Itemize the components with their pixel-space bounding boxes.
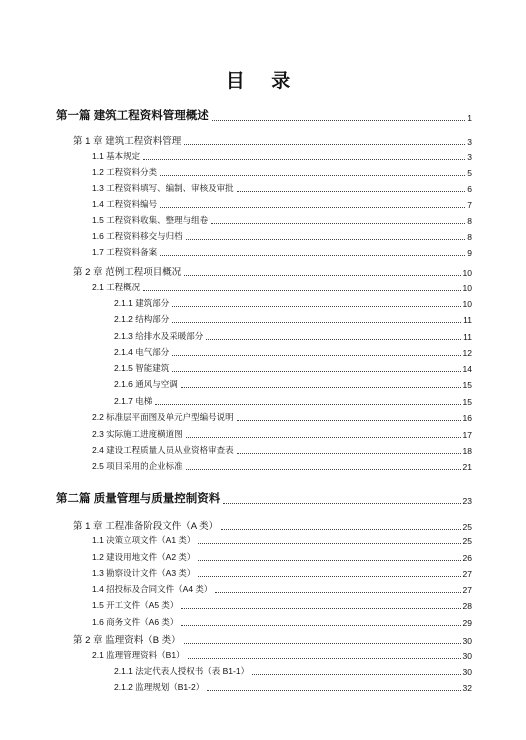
toc-entry-sec[interactable] xyxy=(92,150,472,162)
toc-page-number: 15 xyxy=(462,380,472,390)
toc-entry-sec[interactable] xyxy=(92,534,472,546)
toc-entry-title: 1.4 招投标及合同文件（A4 类） xyxy=(92,584,213,594)
toc-entry-title: 2.4 建设工程质量人员从业资格审查表 xyxy=(92,445,234,455)
toc-entry-sec[interactable] xyxy=(92,649,472,661)
toc-entry-sub[interactable] xyxy=(114,681,472,693)
toc-page-number: 30 xyxy=(462,636,472,646)
toc-entry-title: 1.2 工程资料分类 xyxy=(92,167,158,177)
toc-page-number: 32 xyxy=(462,683,472,693)
toc-dot-leader xyxy=(221,529,460,530)
toc-dot-leader xyxy=(223,503,460,504)
toc-page-number: 9 xyxy=(467,248,472,258)
toc-page-number: 8 xyxy=(467,216,472,226)
toc-entry-title: 1.5 开工文件（A5 类） xyxy=(92,600,179,610)
toc-entry-title: 2.1.1 法定代表人授权书（表 B1-1） xyxy=(114,666,250,676)
toc-dot-leader xyxy=(215,592,460,593)
toc-entry-sec[interactable] xyxy=(92,567,472,579)
toc-entry-sub[interactable] xyxy=(114,313,472,325)
toc-entry-sec[interactable] xyxy=(92,281,472,293)
toc-dot-leader xyxy=(172,371,460,372)
toc-dot-leader xyxy=(181,608,460,609)
toc-page-number: 15 xyxy=(462,397,472,407)
toc-page-number: 10 xyxy=(462,268,472,278)
toc-page-number: 11 xyxy=(463,332,472,342)
toc-dot-leader xyxy=(206,339,461,340)
toc-entry-title: 2.1.2 结构部分 xyxy=(114,314,170,324)
toc-entry-part[interactable] xyxy=(56,490,472,506)
toc-entry-title: 第 2 章 监理资料（B 类） xyxy=(73,635,181,646)
toc-dot-leader xyxy=(181,387,461,388)
toc-entry-title: 1.1 基本规定 xyxy=(92,151,141,161)
toc-page-number: 30 xyxy=(462,651,472,661)
toc-dot-leader xyxy=(237,191,466,192)
toc-page-number: 3 xyxy=(467,137,472,147)
toc-entry-title: 1.7 工程资料备案 xyxy=(92,247,158,257)
toc-entry-sec[interactable] xyxy=(92,583,472,595)
toc-dot-leader xyxy=(184,144,465,145)
toc-dot-leader xyxy=(212,120,466,121)
toc-dot-leader xyxy=(143,159,465,160)
toc-entry-sub[interactable] xyxy=(114,362,472,374)
toc-entry-title: 1.6 工程资料移交与归档 xyxy=(92,231,183,241)
toc-entry-title: 第二篇 质量管理与质量控制资料 xyxy=(56,493,221,505)
toc-entry-title: 1.3 勘察设计文件（A3 类） xyxy=(92,568,196,578)
toc-entry-title: 1.3 工程资料填写、编制、审核及审批 xyxy=(92,183,234,193)
toc-dot-leader xyxy=(181,625,460,626)
toc-page-number: 11 xyxy=(463,315,472,325)
toc-entry-chap[interactable] xyxy=(73,632,472,646)
toc-page-number: 26 xyxy=(462,553,472,563)
toc-entry-sec[interactable] xyxy=(92,444,472,456)
toc-dot-leader xyxy=(160,175,465,176)
toc-entry-sub[interactable] xyxy=(114,395,472,407)
toc-entry-title: 1.1 决策立项文件（A1 类） xyxy=(92,535,196,545)
toc-page-number: 12 xyxy=(462,348,472,358)
toc-page-number: 23 xyxy=(462,496,472,506)
toc-entry-sec[interactable] xyxy=(92,246,472,258)
toc-page-number: 28 xyxy=(462,601,472,611)
toc-page-number: 27 xyxy=(462,569,472,579)
toc-dot-leader xyxy=(155,404,460,405)
toc-entry-sec[interactable] xyxy=(92,428,472,440)
toc-entry-sec[interactable] xyxy=(92,182,472,194)
toc-page-number: 5 xyxy=(467,168,472,178)
toc-entry-chap[interactable] xyxy=(73,518,472,532)
toc-entry-title: 第 2 章 范例工程项目概况 xyxy=(73,267,182,278)
toc-entry-title: 2.1.6 通风与空调 xyxy=(114,379,178,389)
toc-entry-sec[interactable] xyxy=(92,411,472,423)
toc-entry-title: 2.1.2 监理规划（B1-2） xyxy=(114,682,205,692)
toc-entry-title: 第一篇 建筑工程资料管理概述 xyxy=(56,110,209,122)
toc-entry-title: 第 1 章 建筑工程资料管理 xyxy=(73,136,182,147)
toc-entry-title: 2.1.4 电气部分 xyxy=(114,347,170,357)
toc-entry-part[interactable] xyxy=(56,107,472,123)
toc-dot-leader xyxy=(198,576,460,577)
toc-entry-sec[interactable] xyxy=(92,166,472,178)
toc-dot-leader xyxy=(211,223,465,224)
toc-entry-chap[interactable] xyxy=(73,133,472,147)
toc-dot-leader xyxy=(252,674,460,675)
toc-entry-sec[interactable] xyxy=(92,551,472,563)
toc-entry-sub[interactable] xyxy=(114,330,472,342)
toc-entry-sub[interactable] xyxy=(114,378,472,390)
toc-page-number: 29 xyxy=(462,618,472,628)
toc-entry-sec[interactable] xyxy=(92,198,472,210)
toc-entry-title: 2.1 监理管理资料（B1） xyxy=(92,650,185,660)
toc-dot-leader xyxy=(198,560,460,561)
toc-dot-leader xyxy=(184,643,461,644)
toc-entry-sec[interactable] xyxy=(92,214,472,226)
toc-page-number: 3 xyxy=(467,152,472,162)
toc-dot-leader xyxy=(186,469,461,470)
toc-page-number: 30 xyxy=(462,667,472,677)
toc-page-number: 14 xyxy=(462,364,472,374)
toc-entry-sec[interactable] xyxy=(92,616,472,628)
toc-dot-leader xyxy=(198,543,460,544)
toc-page-number: 18 xyxy=(462,446,472,456)
toc-entry-sec[interactable] xyxy=(92,599,472,611)
toc-entry-title: 2.5 项目采用的企业标准 xyxy=(92,461,183,471)
toc-page-number: 16 xyxy=(462,413,472,423)
toc-entry-sub[interactable] xyxy=(114,665,472,677)
toc-page-number: 1 xyxy=(467,113,472,123)
toc-dot-leader xyxy=(237,453,461,454)
toc-dot-leader xyxy=(172,306,460,307)
toc-entry-sec[interactable] xyxy=(92,460,472,472)
toc-page-number: 8 xyxy=(467,232,472,242)
toc-entry-title: 第 1 章 工程准备阶段文件（A 类） xyxy=(73,521,219,532)
toc-page-number: 7 xyxy=(467,200,472,210)
toc-dot-leader xyxy=(188,658,461,659)
toc-entry-sub[interactable] xyxy=(114,297,472,309)
toc-entry-title: 2.1.7 电梯 xyxy=(114,396,153,406)
toc-page-number: 10 xyxy=(462,283,472,293)
toc-dot-leader xyxy=(186,437,461,438)
toc-entry-title: 1.5 工程资料收集、整理与组卷 xyxy=(92,215,209,225)
toc-page-number: 25 xyxy=(462,536,472,546)
toc-dot-leader xyxy=(143,290,460,291)
page-title: 目 录 xyxy=(225,70,301,92)
toc-page-number: 10 xyxy=(462,299,472,309)
toc-entry-title: 2.1.5 智能建筑 xyxy=(114,363,170,373)
toc-dot-leader xyxy=(160,255,465,256)
toc-entry-title: 2.2 标准层平面图及单元户型编号说明 xyxy=(92,412,234,422)
toc-entry-title: 1.6 商务文件（A6 类） xyxy=(92,617,179,627)
toc-entry-title: 2.1.1 建筑部分 xyxy=(114,298,170,308)
toc-entry-title: 2.1 工程概况 xyxy=(92,282,141,292)
toc-dot-leader xyxy=(237,420,461,421)
toc-entry-sub[interactable] xyxy=(114,346,472,358)
toc-entry-title: 2.3 实际施工进度横道图 xyxy=(92,429,183,439)
toc-dot-leader xyxy=(172,322,461,323)
toc-entry-title: 2.1.3 给排水及采暖部分 xyxy=(114,331,204,341)
toc-entry-chap[interactable] xyxy=(73,264,472,278)
toc-entry-title: 1.2 建设用地文件（A2 类） xyxy=(92,552,196,562)
toc-entry-title: 1.4 工程资料编号 xyxy=(92,199,158,209)
toc-dot-leader xyxy=(207,690,460,691)
toc-page-number: 17 xyxy=(462,430,472,440)
toc-page-number: 27 xyxy=(462,585,472,595)
toc-page-number: 25 xyxy=(462,522,472,532)
toc-page-number: 6 xyxy=(467,184,472,194)
toc-dot-leader xyxy=(172,355,460,356)
toc-dot-leader xyxy=(186,239,466,240)
toc-page-number: 21 xyxy=(462,462,472,472)
toc-dot-leader xyxy=(184,275,460,276)
toc-dot-leader xyxy=(160,207,465,208)
toc-entry-sec[interactable] xyxy=(92,230,472,242)
